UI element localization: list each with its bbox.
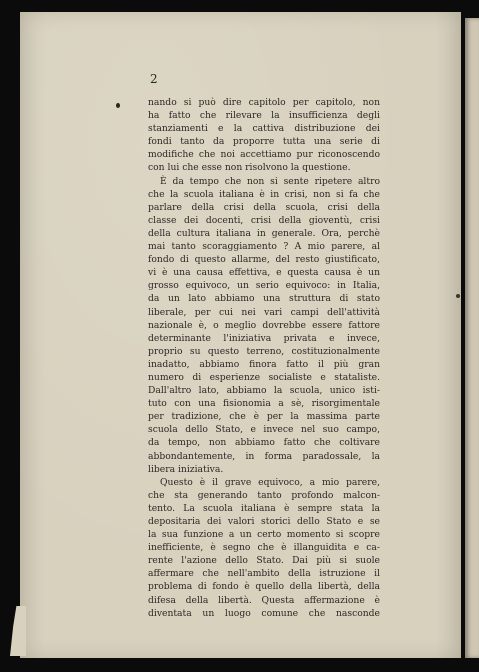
text-line: mai tanto scoraggiamento ? A mio parere, al [148,241,380,253]
text-line: rente l'azione dello Stato. Dai più si suole [148,555,380,567]
text-line: per tradizione, che è per la massima parte [148,411,380,423]
text-line: libera iniziativa. [148,463,224,475]
text-line: diventata un luogo comune che nasconde [148,607,380,619]
text-line: con lui che esse non risolvono la questione. [148,162,351,174]
text-line: parlare della crisi della scuola, crisi della [148,201,380,213]
text-line: liberale, per cui nei vari campi dell'attività [148,306,380,318]
text-line: che sta generando tanto profondo malcon- [148,489,380,501]
torn-page-corner [10,606,26,656]
text-line: fondi tanto da proporre tutta una serie di [148,136,380,148]
text-line: abbondantemente, in forma paradossale, la [148,450,380,462]
text-line: ha fatto che rilevare la insufficienza degli [148,110,380,122]
text-line: classe dei docenti, crisi della gioventù, crisi [148,214,380,226]
text-line: scuola dello Stato, e invece nel suo campo, [148,424,380,436]
text-line: problema di fondo è quello della libertà, della [148,581,380,593]
text-line: inadatto, abbiamo finora fatto il più gran [148,358,380,370]
text-line: nazionale è, o meglio dovrebbe essere fattore [148,319,380,331]
text-line: Questo è il grave equivoco, a mio parere, [160,476,380,488]
paragraph-2 [148,175,380,476]
text-line: nando si può dire capitolo per capitolo, non [148,97,380,108]
text-line: grosso equivoco, un serio equivoco: in Italia, [148,280,380,292]
text-line: tuto con una fisionomia a sè, risorgimentale [148,398,380,410]
text-line: modifiche che noi accettiamo pur riconoscendo [148,149,380,161]
text-line: Dall'altro lato, abbiamo la scuola, unico isti- [148,385,380,397]
text-line: depositaria dei valori storici dello Stato e se [148,516,380,527]
text-line: da un lato abbiamo una struttura di stato [148,293,380,305]
text-line: della cultura italiana in generale. Ora, perchè [148,227,380,239]
paragraph-1 [148,96,380,175]
text-line: È da tempo che non si sente ripetere altro [160,175,380,187]
adjacent-page-edge [465,18,479,658]
text-line: determinante l'iniziativa privata e invece, [148,332,380,344]
text-line: stanziamenti e la cattiva distribuzione dei [148,123,380,135]
text-line: inefficiente, è segno che è illanguidita e ca- [148,542,380,554]
text-line: vi è una causa effettiva, e questa causa è un [148,267,380,279]
paragraph-3 [148,476,380,620]
text-line: proprio su questo terreno, costituzionalmente [148,345,380,357]
body-text [148,96,380,620]
text-line: la sua funzione a un certo momento si scopre [148,529,380,541]
text-line: difesa della libertà. Questa affermazione è [148,594,380,606]
text-line: tento. La scuola italiana è sempre stata la [148,502,380,514]
text-line: fondo di questo allarme, del resto giustificato, [148,254,380,266]
text-line: che la scuola italiana è in crisi, non si fa che [148,188,380,200]
binding-hole-mark [456,294,460,298]
page-number: 2 [150,72,158,86]
ink-dot-mark [116,103,120,108]
text-line: da tempo, non abbiamo fatto che coltivare [148,437,380,449]
text-line: affermare che nell'ambito della istruzione il [148,568,380,580]
text-line: numero di esperienze socialiste e stataliste. [148,371,380,383]
